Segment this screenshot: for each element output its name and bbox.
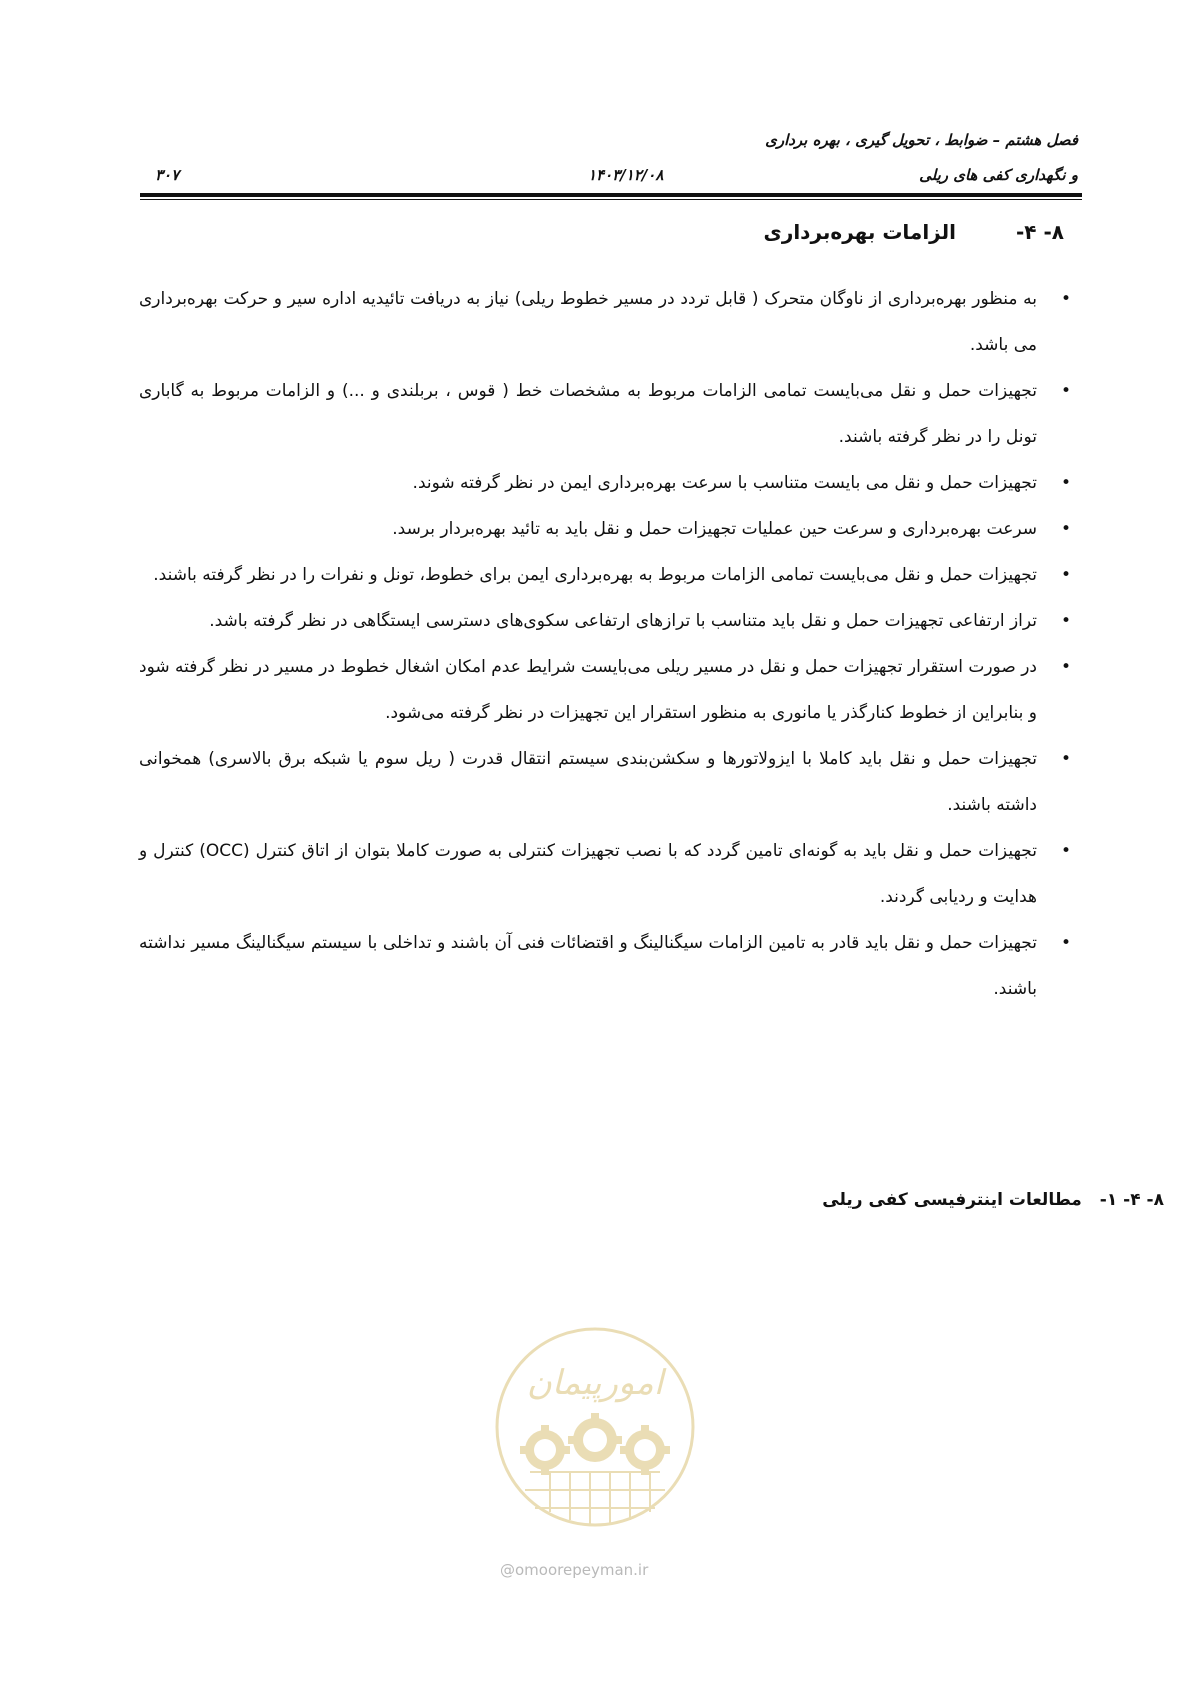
page-number: ۳۰۷ — [155, 166, 180, 184]
list-item: • تجهیزات حمل و نقل باید قادر به تامین الزامات سیگنالینگ و اقتضائات فنی آن باشند و تداخلی با سیستم سیگنالینگ مسیر نداشته باشند. — [139, 920, 1091, 1012]
list-item: • تجهیزات حمل و نقل می‌بایست تمامی الزامات مربوط به بهره‌برداری ایمن برای خطوط، تونل و نفرات را در نظر گرفته باشند. — [139, 552, 1091, 598]
header-chapter-title: فصل هشتم – ضوابط ، تحویل گیری ، بهره برداری — [765, 131, 1078, 149]
list-item: • تجهیزات حمل و نقل باید کاملا با ایزولاتورها و سکشن‌بندی سیستم انتقال قدرت ( ریل سوم یا شبکه برق بالاسری) همخوانی داشته باشند. — [139, 736, 1091, 828]
section-title: الزامات بهره‌برداری — [763, 220, 956, 244]
list-item: • به منظور بهره‌برداری از ناوگان متحرک ( قابل تردد در مسیر خطوط ریلی) نیاز به دریافت تائیدیه اداره سیر و حرکت بهره‌برداری می باشد. — [139, 276, 1091, 368]
list-item: • در صورت استقرار تجهیزات حمل و نقل در مسیر ریلی می‌بایست شرایط عدم امکان اشغال خطوط در مسیر در نظر گرفته شود و بنابراین از خطوط کنارگذر یا مانوری به منظور استقرار این تجهیزات در نظر گرفته می‌شود. — [139, 644, 1091, 736]
header-chapter-subtitle: و نگهداری کفی های ریلی — [919, 166, 1078, 184]
section-heading — [763, 220, 1064, 244]
list-item: • تراز ارتفاعی تجهیزات حمل و نقل باید متناسب با ترازهای ارتفاعی سکوی‌های دسترسی ایستگاهی در نظر گرفته باشد. — [139, 598, 1091, 644]
section-number: ۸- ۴- — [1015, 220, 1064, 244]
watermark-logo-icon — [490, 1322, 700, 1557]
list-item: • تجهیزات حمل و نقل می بایست متناسب با سرعت بهره‌برداری ایمن در نظر گرفته شوند. — [139, 460, 1091, 506]
svg-text:امورپیمان: امورپیمان — [526, 1363, 664, 1403]
subsection-heading — [822, 1190, 1164, 1210]
requirements-list — [139, 276, 1091, 1012]
list-item: • تجهیزات حمل و نقل می‌بایست تمامی الزامات مربوط به مشخصات خط ( قوس ، بربلندی و ...) و الزامات مربوط به گاباری تونل را در نظر گرفته باشند. — [139, 368, 1091, 460]
header-rule-thick — [140, 193, 1082, 197]
subsection-number: ۸- ۴- ۱- — [1099, 1190, 1164, 1210]
list-item: • سرعت بهره‌برداری و سرعت حین عملیات تجهیزات حمل و نقل باید به تائید بهره‌بردار برسد. — [139, 506, 1091, 552]
subsection-title: مطالعات اینترفیسی کفی ریلی — [822, 1190, 1082, 1210]
list-item: • تجهیزات حمل و نقل باید به گونه‌ای تامین گردد که با نصب تجهیزات کنترلی به صورت کاملا بتوان از اتاق کنترل (OCC) کنترل و هدایت و ردیابی گردند. — [139, 828, 1091, 920]
header-date: ۱۴۰۳/۱۲/۰۸ — [588, 166, 664, 184]
header-rule-thin — [140, 199, 1082, 200]
watermark-url: @omoorepeyman.ir — [500, 1561, 649, 1579]
